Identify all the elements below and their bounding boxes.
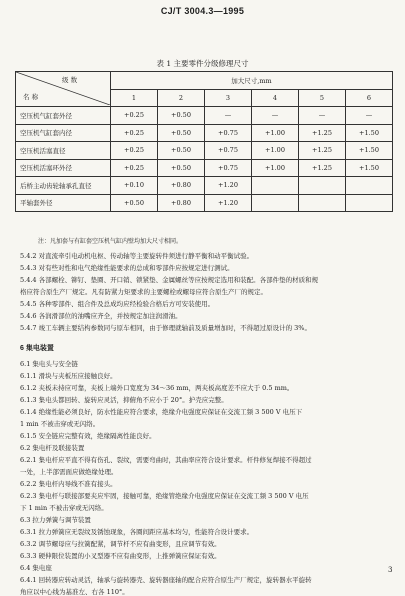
part-name-cell: 平轴套外径 [16,194,111,212]
size-cell: +0.10 [111,177,158,195]
size-cell: +0.80 [158,194,205,212]
table-row [16,142,393,160]
text-line: 6.1.1 滑块与夹板压应接触良好。 [20,372,117,380]
text-line: 1 min 不被击穿或无闪络。 [20,420,100,428]
size-cell: +1.00 [252,159,299,177]
text-line: 5.4.3 对有些对性和电气绝缘性能要求的总成和零部件应按规定进行测试。 [20,264,234,272]
text-line: 6.4.1 回转器应转动灵活，轴承与旋转器壳、旋转器座轴的配合应符合原生产厂规定，旋转器水平旋转 [20,576,312,584]
table-body [16,107,393,212]
grade-header-cell: 1 [111,89,158,107]
text-line: 5.4.6 各润滑部位的油嘴应齐全，并按规定加注润滑油。 [20,312,182,320]
text-line: 格应符合原生产厂规定。凡有防紧力矩要求的主要螺栓或螺母应符合原生产厂的规定。 [20,288,267,296]
size-cell [299,194,346,212]
table-row [16,194,393,212]
text-line: 6.3.3 硬伸限位装置的小叉型器不应有曲变形，上推弹簧应保证有效。 [20,552,221,560]
text-line: 6.2.3 集电杆与联接部要夹应牢固，接触可靠，绝缘管绝缘介电强度应保证在交流工频 3 500 V 电压 [20,492,309,500]
part-name-cell: 后桥主动齿轮轴承孔直径 [16,177,111,195]
name-label: 名 称 [23,93,39,101]
size-cell: +0.50 [111,194,158,212]
size-cell: +1.50 [346,159,393,177]
text-line: 6.1.4 绝缘性能必须良好，防水性能应符合要求，绝缘介电强度应保证在交流工频 3 500 V 电压下 [20,408,303,416]
size-cell: +0.50 [158,107,205,125]
text-line: 一处，上半部需面应做绝缘处理。 [20,468,118,476]
text-line: 5.4.5 各种零部件、组合件及总成均应经检验合格后方可安装使用。 [20,300,215,308]
size-cell: +1.00 [252,142,299,160]
table-note: 注：凡加套与有缸套空压机气缸内壁均加大尺寸相同。 [38,238,183,245]
size-cell: +1.25 [299,159,346,177]
size-cell [252,177,299,195]
text-line: 6.2 集电杆及联接装置 [20,444,85,452]
text-line: 6.3 拉力弹簧与调节装置 [20,516,91,524]
size-cell: +0.25 [111,159,158,177]
size-cell: +0.80 [158,177,205,195]
grade-header-cell: 2 [158,89,205,107]
grade-header-cell: 4 [252,89,299,107]
text-line: 6.4 集电座 [20,564,52,572]
size-cell: — [346,107,393,125]
text-line: 5.4.7 竣工车辆主要结构参数同与原车相同，由于修理就轴前及质量增加时，不得超过原设计的 3%。 [20,324,311,332]
size-cell: +0.50 [158,124,205,142]
grade-header-cell: 5 [299,89,346,107]
size-cell: +0.75 [205,124,252,142]
size-cell: — [205,107,252,125]
text-line: 6.1.2 夹板未持应可靠，夹板上端外口宽度为 34～36 mm，两夹板高度差不应大于 0.5 mm。 [20,384,294,392]
size-cell: +0.50 [158,142,205,160]
text-line: 角应以中心线为基准左、右各 110°。 [20,588,129,596]
grade-header-cell: 6 [346,89,393,107]
section-heading: 6 集电装置 [20,345,54,352]
grade-header-cell: 3 [205,89,252,107]
text-line: 6.2.2 集电杆内导线不准有接头。 [20,480,117,488]
size-cell [299,177,346,195]
diagonal-header-cell [16,72,111,107]
size-cell: +1.00 [252,124,299,142]
standard-header: CJ/T 3004.3—1995 [160,6,245,16]
table-row [16,107,393,125]
text-line: 6.2.1 集电杆应平直不得有伤孔、裂纹，需要弯曲时，其曲率应符合设计要求。杆件修复焊接不得超过 [20,456,312,464]
table-row [16,159,393,177]
size-cell [252,194,299,212]
table-row [16,177,393,195]
size-cell: +0.75 [205,142,252,160]
size-cell: +1.25 [299,142,346,160]
table-row [16,124,393,142]
size-cell [346,177,393,195]
text-line: 6.1 集电头与安全链 [20,360,78,368]
size-cell: +0.25 [111,107,158,125]
size-cell: +1.50 [346,124,393,142]
part-name-cell: 空压机气缸套内径 [16,124,111,142]
part-name-cell: 空压机活塞环外径 [16,159,111,177]
size-cell: — [299,107,346,125]
text-line: 6.1.5 安全链应完整有效，绝缘隔离性能良好。 [20,432,156,440]
text-line: 6.1.3 集电头都回转、旋转应灵活，抑俯角不应小于 20°。护壳应完整。 [20,396,228,404]
text-line: 下 1 min 不被击穿或无闪络。 [20,504,108,512]
part-name-cell: 空压机活塞直径 [16,142,111,160]
table-caption: 表 1 主要零件分级修理尺寸 [156,59,249,68]
text-line: 6.3.1 拉力弹簧应无裂纹及锈蚀现象，各圈间距应基本均匀，性能符合设计要求。 [20,528,254,536]
text-line: 6.3.2 调节螺母应与拉簧配紧，调节杆不应有曲变形，且应调节有效。 [20,540,221,548]
size-cell: +0.75 [205,159,252,177]
size-cell: +0.50 [158,159,205,177]
size-cell: +1.50 [346,142,393,160]
size-cell: +1.20 [205,194,252,212]
repair-size-table [15,71,393,212]
size-cell: +0.25 [111,142,158,160]
unit-header: 加大尺寸,mm [111,72,393,90]
size-cell: — [252,107,299,125]
grade-label: 级 数 [62,76,78,84]
part-name-cell: 空压机气缸套外径 [16,107,111,125]
size-cell: +1.25 [299,124,346,142]
size-cell [346,194,393,212]
size-cell: +0.25 [111,124,158,142]
size-cell: +1.20 [205,177,252,195]
text-line: 5.4.4 各部螺栓、铆钉、垫圈、开口销、锁紧垫、金属螺丝等应按规定选用和装配。各部件垫的材质和规 [20,276,319,284]
page-number: 3 [388,566,393,574]
text-line: 5.4.2 对直流牵引电动机电枢、传动轴等主要旋转件须进行静平衡和动平衡试验。 [20,252,254,260]
